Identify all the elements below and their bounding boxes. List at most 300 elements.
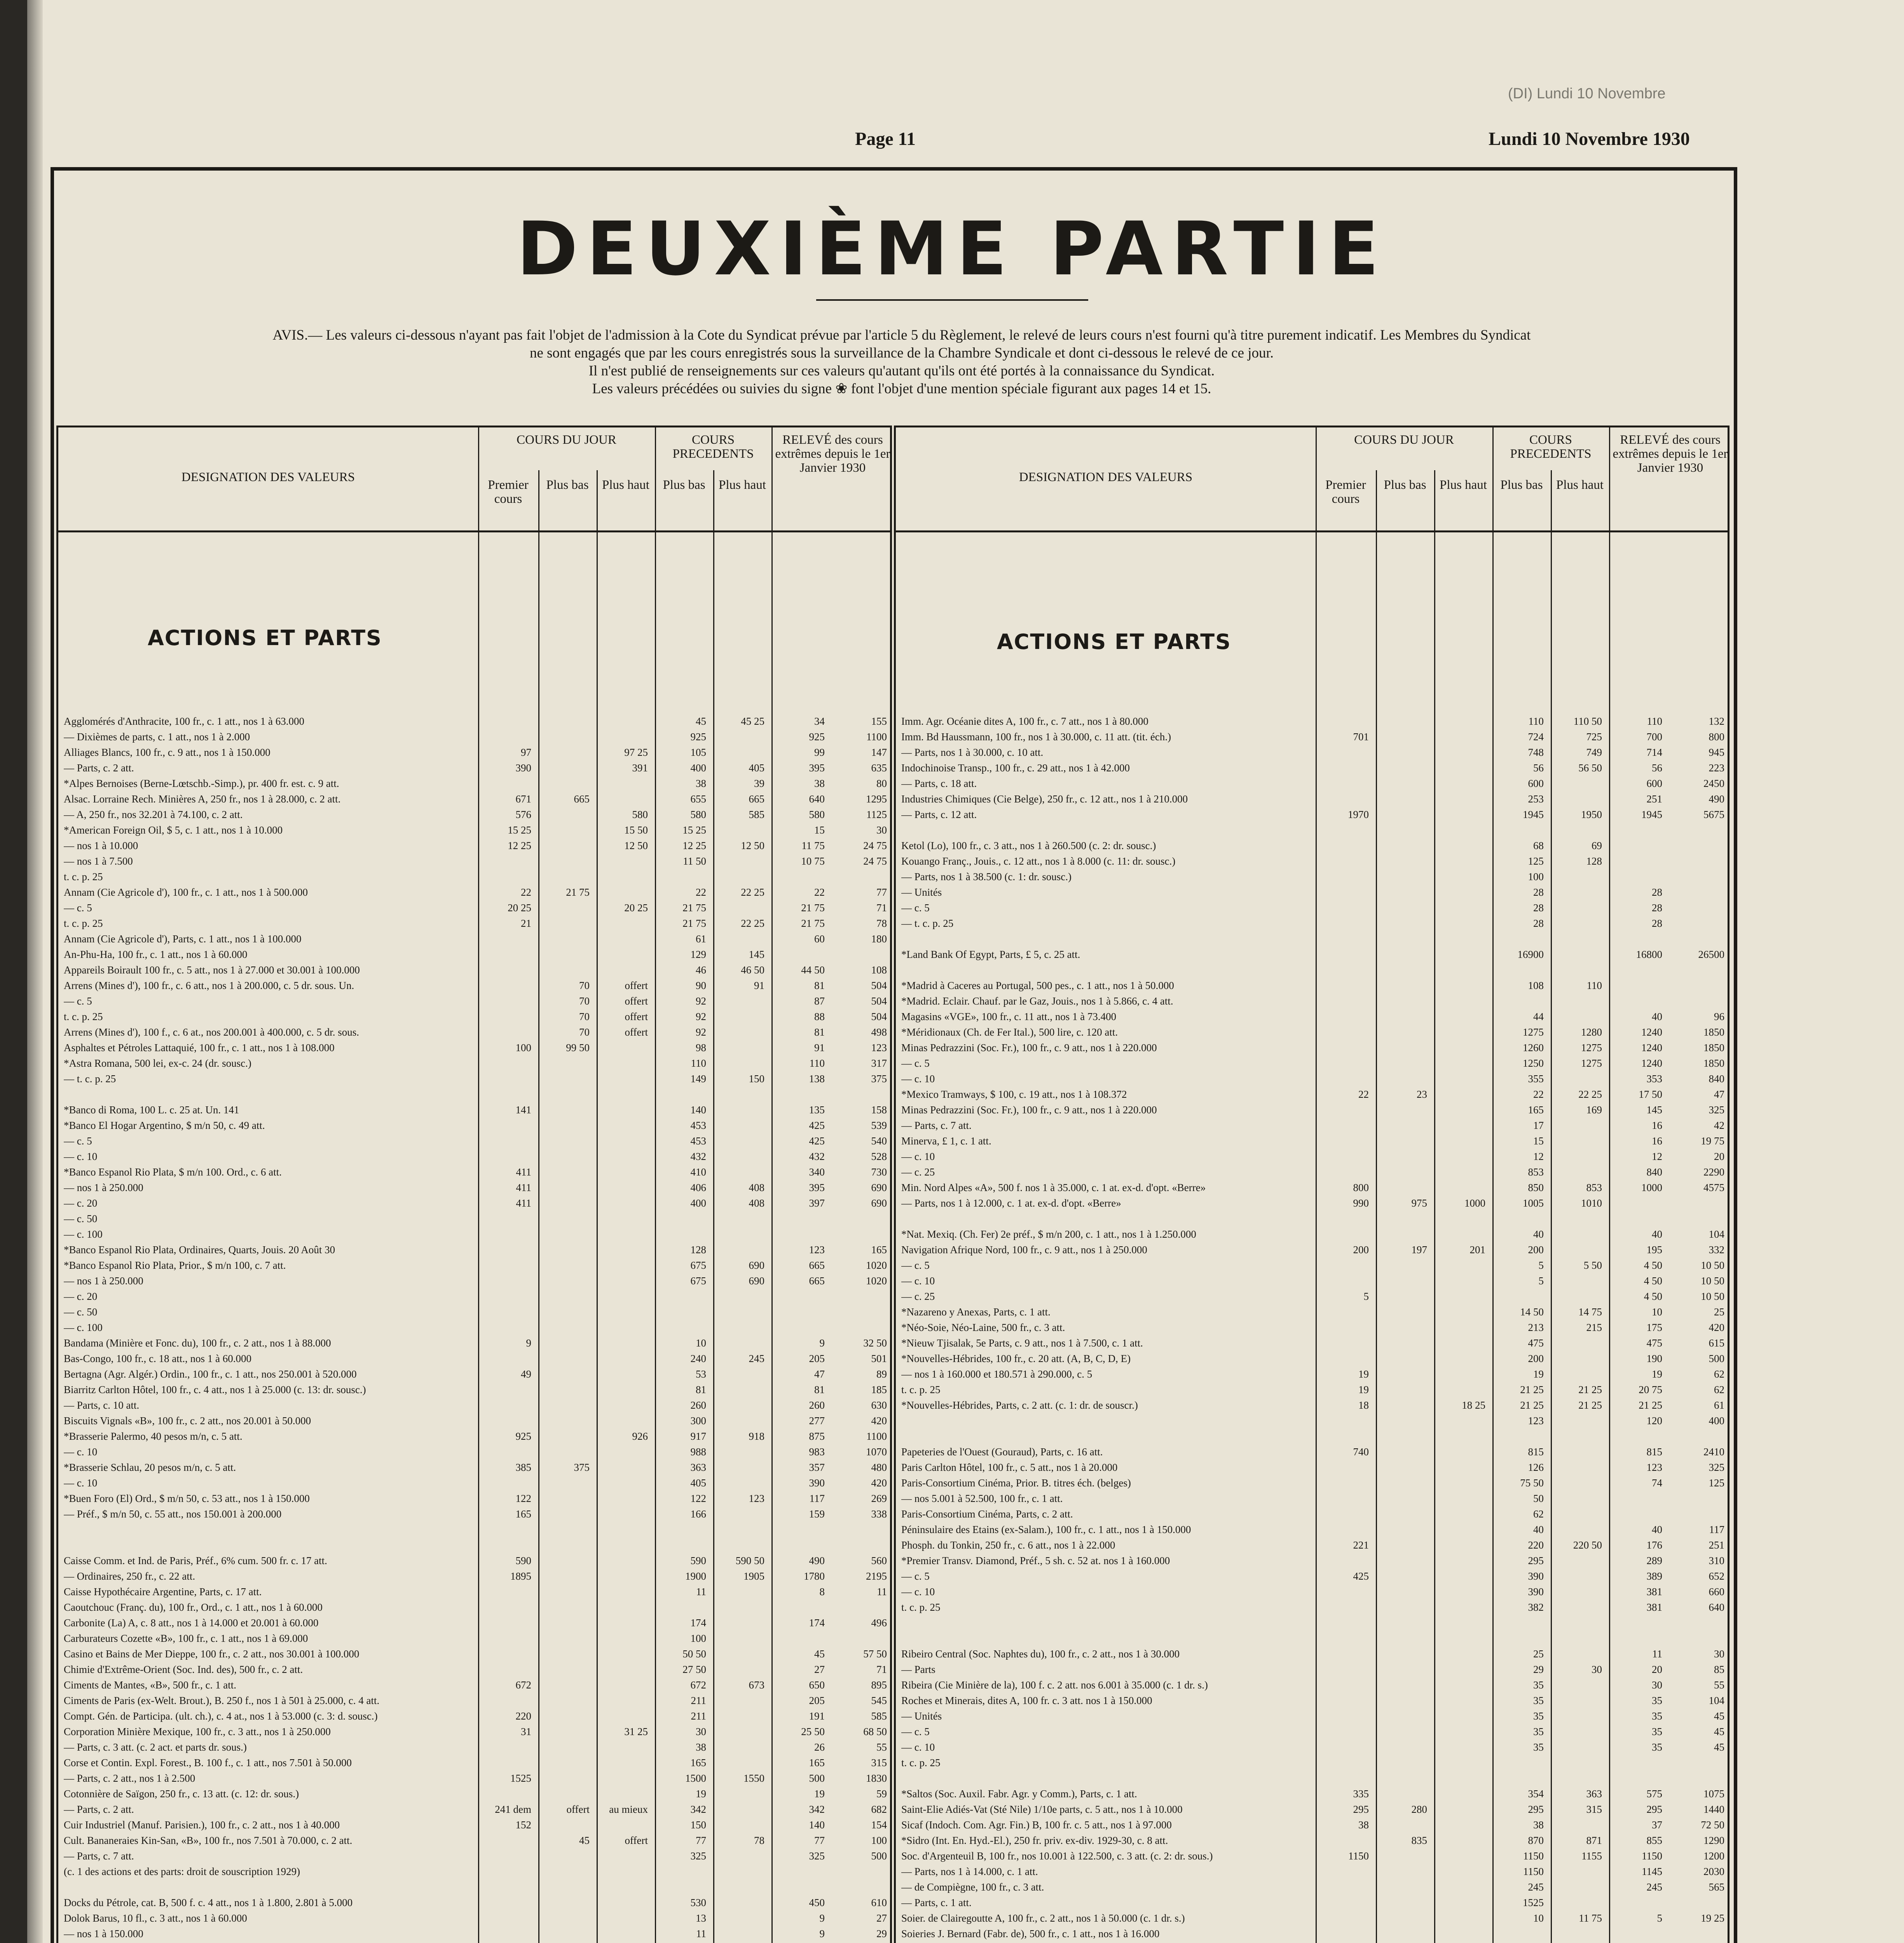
price-cell: 50 — [1533, 1493, 1544, 1504]
price-cell: 14 75 — [1578, 1306, 1602, 1318]
security-designation: Alliages Blancs, 100 fr., c. 9 att., nos 1 à 150.000 — [64, 747, 271, 758]
security-designation: — c. 10 — [901, 1275, 935, 1287]
security-designation: — Parts, c. 7 att. — [64, 1850, 134, 1862]
price-cell: 498 — [871, 1026, 887, 1038]
price-cell: 45 25 — [741, 715, 764, 727]
header-designation: DESIGNATION DES VALEURS — [181, 470, 355, 484]
price-cell: 1500 — [685, 1772, 706, 1784]
price-cell: 18 25 — [1462, 1399, 1485, 1411]
price-cell: 135 — [809, 1104, 825, 1116]
price-cell: 12 25 — [682, 840, 706, 851]
price-cell: 405 — [749, 762, 764, 774]
price-cell: 35 — [1652, 1710, 1662, 1722]
price-cell: 108 — [1528, 980, 1544, 991]
security-designation: — Parts, c. 2 att., nos 1 à 2.500 — [64, 1772, 195, 1784]
price-cell: offert — [625, 1011, 648, 1022]
table-row — [58, 715, 890, 727]
price-cell: 123 — [871, 1042, 887, 1053]
price-cell: 4 50 — [1644, 1259, 1662, 1271]
table-row — [58, 1415, 890, 1427]
price-cell: 40 — [1533, 1228, 1544, 1240]
price-cell: 945 — [1709, 747, 1724, 758]
security-designation: Biarritz Carlton Hôtel, 100 fr., c. 4 att., nos 1 à 25.000 (c. 13: dr. sousc.) — [64, 1384, 366, 1395]
table-row — [58, 1026, 890, 1038]
security-designation: Corse et Contin. Expl. Forest., B. 100 f., c. 1 att., nos 7.501 à 50.000 — [64, 1757, 352, 1769]
price-cell: 145 — [1646, 1104, 1662, 1116]
price-cell: 1905 — [743, 1570, 764, 1582]
price-cell: 340 — [809, 1166, 825, 1178]
price-cell: 10 50 — [1701, 1291, 1724, 1302]
table-row — [58, 1632, 890, 1645]
price-cell: 5 — [1657, 1912, 1662, 1924]
price-cell: 138 — [809, 1073, 825, 1085]
price-cell: 30 — [696, 1726, 706, 1737]
price-cell: 4 50 — [1644, 1275, 1662, 1287]
price-cell: 104 — [1709, 1228, 1724, 1240]
price-cell: 140 — [809, 1819, 825, 1831]
security-designation: — c. 5 — [901, 1057, 930, 1069]
table-row — [896, 1461, 1728, 1474]
price-cell: 21 75 — [801, 902, 825, 914]
security-designation: Alsac. Lorraine Rech. Minières A, 250 fr., nos 1 à 28.000, c. 2 att. — [64, 793, 341, 805]
price-cell: 28 — [1533, 917, 1544, 929]
security-designation: — c. 10 — [64, 1446, 98, 1458]
price-cell: 53 — [696, 1368, 706, 1380]
price-cell: 1125 — [866, 809, 887, 820]
table-row — [58, 855, 890, 867]
price-cell: 61 — [1714, 1399, 1724, 1411]
price-cell: 62 — [1714, 1384, 1724, 1395]
price-cell: 4 50 — [1644, 1291, 1662, 1302]
table-row — [896, 1104, 1728, 1116]
price-cell: 652 — [1709, 1570, 1724, 1582]
table-row — [896, 1679, 1728, 1691]
price-cell: 1145 — [1642, 1866, 1662, 1877]
price-cell: 2410 — [1703, 1446, 1724, 1458]
security-designation: — c. 5 — [901, 1259, 930, 1271]
price-cell: 1830 — [866, 1772, 887, 1784]
table-row — [58, 886, 890, 898]
security-designation: — nos 1 à 7.500 — [64, 855, 133, 867]
security-designation: Paris Carlton Hôtel, 100 fr., c. 5 att., nos 1 à 20.000 — [901, 1462, 1118, 1473]
price-cell: 1200 — [1703, 1850, 1724, 1862]
price-cell: 363 — [1586, 1788, 1602, 1800]
price-cell: 408 — [749, 1182, 764, 1193]
issue-date: Lundi 10 Novembre 1930 — [1489, 129, 1690, 149]
price-cell: 221 — [1353, 1539, 1369, 1551]
security-designation: Cult. Bananeraies Kin-San, «B», 100 fr., nos 7.501 à 70.000, c. 2 att. — [64, 1835, 353, 1846]
price-cell: 20 75 — [1639, 1384, 1662, 1395]
price-cell: 19 — [1358, 1368, 1369, 1380]
price-cell: 24 75 — [863, 855, 887, 867]
price-cell: 21 75 — [801, 917, 825, 929]
price-cell: 10 — [1533, 1912, 1544, 1924]
security-designation: — c. 10 — [901, 1151, 935, 1162]
price-cell: 28 — [1652, 917, 1662, 929]
price-cell: 975 — [1411, 1197, 1427, 1209]
table-row — [58, 731, 890, 743]
price-cell: 420 — [1709, 1322, 1724, 1333]
price-cell: 269 — [871, 1493, 887, 1504]
price-cell: 30 — [1592, 1664, 1602, 1675]
table-row — [896, 1912, 1728, 1924]
table-row — [58, 808, 890, 821]
table-row — [58, 1648, 890, 1660]
table-row — [58, 1865, 890, 1878]
security-designation: — Unités — [901, 1710, 942, 1722]
price-cell: 220 — [515, 1710, 531, 1722]
price-cell: 17 — [1533, 1120, 1544, 1131]
table-row — [896, 979, 1728, 992]
security-designation: Soc. d'Argenteuil B, 100 fr., nos 10.001 à 122.500, c. 3 att. (c. 2: dr. sous.) — [901, 1850, 1213, 1862]
security-designation: Ribeiro Central (Soc. Naphtes du), 100 fr., c. 2 att., nos 1 à 30.000 — [901, 1648, 1180, 1660]
price-cell: 77 — [876, 886, 887, 898]
price-cell: 853 — [1528, 1166, 1544, 1178]
security-designation: Agglomérés d'Anthracite, 100 fr., c. 1 att., nos 1 à 63.000 — [64, 715, 304, 727]
header-premier-cours: Premier cours — [488, 478, 529, 506]
table-row — [896, 762, 1728, 774]
security-designation: *Madrid. Eclair. Chauf. par le Gaz, Jouis., nos 1 à 5.866, c. 4 att. — [901, 995, 1173, 1007]
price-cell: 69 — [1592, 840, 1602, 851]
table-row — [896, 731, 1728, 743]
price-cell: 45 — [1714, 1726, 1724, 1737]
table-row — [896, 1492, 1728, 1505]
price-cell: 480 — [871, 1462, 887, 1473]
price-cell: 26 — [814, 1741, 825, 1753]
header-prec-plus-haut: Plus haut — [1556, 478, 1604, 492]
price-cell: 1290 — [1703, 1835, 1724, 1846]
price-cell: 1010 — [1581, 1197, 1602, 1209]
price-cell: 382 — [1528, 1601, 1544, 1613]
price-cell: 353 — [1646, 1073, 1662, 1085]
price-cell: 71 — [876, 902, 887, 914]
price-cell: 410 — [690, 1166, 706, 1178]
price-cell: 21 75 — [566, 886, 590, 898]
price-cell: 528 — [871, 1151, 887, 1162]
price-cell: 390 — [809, 1477, 825, 1489]
price-cell: 640 — [1709, 1601, 1724, 1613]
table-row — [896, 1228, 1728, 1240]
price-cell: 140 — [690, 1104, 706, 1116]
security-designation: *Banco El Hogar Argentino, $ m/n 50, c. 49 att. — [64, 1120, 265, 1131]
table-row — [58, 1446, 890, 1458]
price-cell: 610 — [871, 1897, 887, 1908]
table-row — [58, 1321, 890, 1334]
price-cell: 44 50 — [801, 964, 825, 976]
table-row — [896, 870, 1728, 883]
header-prec-plus-bas: Plus bas — [1500, 478, 1543, 492]
price-cell: 35 — [1652, 1726, 1662, 1737]
price-cell: 21 75 — [682, 917, 706, 929]
price-cell: 504 — [871, 995, 887, 1007]
table-row — [896, 1306, 1728, 1318]
price-cell: 165 — [871, 1244, 887, 1256]
price-cell: 650 — [809, 1679, 825, 1691]
price-cell: 174 — [809, 1617, 825, 1629]
price-cell: 665 — [809, 1275, 825, 1287]
price-cell: 1070 — [866, 1446, 887, 1458]
price-cell: 29 — [876, 1928, 887, 1940]
price-cell: 665 — [574, 793, 590, 805]
price-cell: 1075 — [1703, 1788, 1724, 1800]
table-row — [58, 1275, 890, 1287]
price-cell: 77 — [814, 1835, 825, 1846]
price-cell: 55 — [1714, 1679, 1724, 1691]
price-cell: 68 — [1533, 840, 1544, 851]
price-cell: 983 — [809, 1446, 825, 1458]
price-cell: 17 50 — [1639, 1088, 1662, 1100]
table-row — [896, 793, 1728, 805]
price-cell: 174 — [690, 1617, 706, 1629]
security-designation: — c. 10 — [901, 1073, 935, 1085]
price-cell: 22 — [521, 886, 531, 898]
price-cell: 117 — [1709, 1524, 1724, 1535]
price-cell: 70 — [579, 1026, 590, 1038]
price-cell: 57 50 — [863, 1648, 887, 1660]
price-cell: 62 — [1714, 1368, 1724, 1380]
price-cell: 295 — [1528, 1803, 1544, 1815]
table-row — [58, 1896, 890, 1909]
security-designation: — c. 5 — [64, 902, 92, 914]
section-title: ACTIONS ET PARTS — [148, 626, 382, 650]
price-cell: 630 — [871, 1399, 887, 1411]
security-designation: Dolok Barus, 10 fl., c. 3 att., nos 1 à 60.000 — [64, 1912, 247, 1924]
price-cell: 129 — [690, 949, 706, 960]
table-row — [58, 1010, 890, 1023]
price-cell: 895 — [871, 1679, 887, 1691]
price-cell: 81 — [814, 980, 825, 991]
table-row — [896, 1212, 1728, 1225]
price-cell: 918 — [749, 1430, 764, 1442]
price-cell: 748 — [1528, 747, 1544, 758]
table-row — [896, 1477, 1728, 1489]
security-designation: *Madrid à Caceres au Portugal, 500 pes., c. 1 att., nos 1 à 50.000 — [901, 980, 1174, 991]
price-cell: 19 — [814, 1788, 825, 1800]
security-designation: Cuir Industriel (Manuf. Parisien.), 100 fr., c. 2 att., nos 1 à 40.000 — [64, 1819, 340, 1831]
security-designation: — c. 10 — [64, 1151, 98, 1162]
price-cell: 213 — [1528, 1322, 1544, 1333]
table-row — [896, 1073, 1728, 1085]
table-row — [58, 1228, 890, 1240]
price-cell: 1895 — [510, 1570, 531, 1582]
price-cell: 158 — [871, 1104, 887, 1116]
price-cell: 21 75 — [682, 902, 706, 914]
price-cell: 640 — [809, 793, 825, 805]
table-row — [58, 1244, 890, 1256]
price-cell: 11 — [696, 1586, 706, 1598]
table-row — [58, 870, 890, 883]
table-row — [896, 886, 1728, 898]
price-cell: 92 — [696, 995, 706, 1007]
security-designation: — c. 5 — [901, 1726, 930, 1737]
price-cell: 675 — [690, 1259, 706, 1271]
price-cell: 530 — [690, 1897, 706, 1908]
table-row — [896, 1865, 1728, 1878]
security-designation: Bandama (Minière et Fonc. du), 100 fr., c. 2 att., nos 1 à 88.000 — [64, 1337, 331, 1349]
price-cell: 81 — [814, 1384, 825, 1395]
price-cell: 49 — [521, 1368, 531, 1380]
table-row — [58, 1803, 890, 1816]
price-cell: 295 — [1646, 1803, 1662, 1815]
price-cell: 21 25 — [1578, 1399, 1602, 1411]
security-designation: *Nieuw Tjisalak, 5e Parts, c. 9 att., nos 1 à 7.500, c. 1 att. — [901, 1337, 1143, 1349]
price-cell: 38 — [696, 778, 706, 789]
price-cell: 245 — [1646, 1881, 1662, 1893]
price-cell: 749 — [1586, 747, 1602, 758]
price-cell: 175 — [1646, 1322, 1662, 1333]
price-cell: 47 — [1714, 1088, 1724, 1100]
price-cell: 1850 — [1703, 1042, 1724, 1053]
price-cell: 211 — [691, 1695, 706, 1706]
table-row — [896, 1415, 1728, 1427]
price-cell: 166 — [690, 1508, 706, 1520]
price-cell: 9 — [819, 1928, 825, 1940]
price-cell: 673 — [749, 1679, 764, 1691]
table-row — [896, 1259, 1728, 1271]
table-row — [58, 1041, 890, 1054]
price-cell: 381 — [1646, 1586, 1662, 1598]
security-designation: *Banco di Roma, 100 L. c. 25 at. Un. 141 — [64, 1104, 239, 1116]
table-row — [58, 1819, 890, 1831]
price-cell: 1240 — [1641, 1026, 1662, 1038]
price-cell: 600 — [1528, 778, 1544, 789]
security-designation: Minas Pedrazzini (Soc. Fr.), 100 fr., c. 9 att., nos 1 à 220.000 — [901, 1042, 1157, 1053]
price-cell: 490 — [1709, 793, 1724, 805]
security-designation: Magasins «VGE», 100 fr., c. 11 att., nos 1 à 73.400 — [901, 1011, 1117, 1022]
security-designation: — Parts, c. 7 att. — [901, 1120, 972, 1131]
table-row — [896, 1321, 1728, 1334]
price-cell: 690 — [749, 1275, 764, 1287]
price-cell: 141 — [515, 1104, 531, 1116]
price-cell: 22 — [814, 886, 825, 898]
table-row — [58, 746, 890, 759]
price-cell: 13 — [696, 1912, 706, 1924]
price-cell: 724 — [1528, 731, 1544, 743]
table-row — [896, 964, 1728, 976]
price-cell: 21 25 — [1639, 1399, 1662, 1411]
table-row — [896, 1150, 1728, 1163]
price-cell: 205 — [809, 1695, 825, 1706]
table-row — [58, 1352, 890, 1365]
price-cell: 26500 — [1698, 949, 1724, 960]
table-row — [896, 1275, 1728, 1287]
security-designation: — de Compiègne, 100 fr., c. 3 att. — [901, 1881, 1044, 1893]
security-designation: — c. 5 — [901, 902, 930, 914]
table-row — [58, 1104, 890, 1116]
price-cell: 390 — [1528, 1570, 1544, 1582]
table-row — [896, 1446, 1728, 1458]
table-row — [896, 1710, 1728, 1722]
price-cell: 223 — [1709, 762, 1724, 774]
price-cell: 12 — [1652, 1151, 1662, 1162]
price-cell: 420 — [871, 1415, 887, 1427]
price-cell: 701 — [1353, 731, 1369, 743]
price-cell: 1525 — [1523, 1897, 1544, 1908]
table-row — [896, 1585, 1728, 1598]
price-cell: 875 — [809, 1430, 825, 1442]
price-cell: 100 — [690, 1633, 706, 1644]
header-designation: DESIGNATION DES VALEURS — [1019, 470, 1193, 484]
security-designation: *Banco Espanol Rio Plata, Ordinaires, Quarts, Jouis. 20 Août 30 — [64, 1244, 335, 1256]
table-row — [896, 1601, 1728, 1613]
notice-line: Les valeurs précédées ou suivies du signe ❀ font l'objet d'une mention spéciale figurant aux pages 14 et 15. — [592, 381, 1211, 397]
price-cell: 22 — [1533, 1088, 1544, 1100]
price-cell: 92 — [696, 1026, 706, 1038]
table-row — [58, 1337, 890, 1349]
price-cell: 20 25 — [624, 902, 648, 914]
price-cell: 28 — [1533, 886, 1544, 898]
security-designation: Arrens (Mines d'), 100 fr., c. 6 att., nos 1 à 200.000, c. 5 dr. sous. Un. — [64, 980, 354, 991]
price-cell: 104 — [1709, 1695, 1724, 1706]
price-cell: 450 — [809, 1897, 825, 1908]
price-cell: 15 50 — [624, 824, 648, 836]
security-designation: — nos 5.001 à 52.500, 100 fr., c. 1 att. — [901, 1493, 1063, 1504]
price-cell: 310 — [1709, 1555, 1724, 1566]
price-cell: 81 — [814, 1026, 825, 1038]
price-cell: 4575 — [1703, 1182, 1724, 1193]
security-designation: — c. 50 — [64, 1213, 98, 1224]
table-row — [896, 1834, 1728, 1847]
table-row — [896, 933, 1728, 945]
price-cell: 21 — [521, 917, 531, 929]
security-designation: — t. c. p. 25 — [64, 1073, 116, 1085]
security-designation: — Parts, nos 1 à 30.000, c. 10 att. — [901, 747, 1044, 758]
price-cell: 853 — [1586, 1182, 1602, 1193]
price-cell: 1150 — [1642, 1850, 1662, 1862]
price-cell: 357 — [809, 1462, 825, 1473]
table-row — [896, 1632, 1728, 1645]
price-cell: 11 — [1652, 1648, 1662, 1660]
price-cell: 28 — [1652, 886, 1662, 898]
notice-line: AVIS.— Les valeurs ci-dessous n'ayant pas fait l'objet de l'admission à la Cote du Syndicat prévue par l'article 5 du Règlement, le relevé de leurs cours n'est fourni qu'à titre purement indicatif. Les Membres du Syndicat — [272, 327, 1531, 343]
price-cell: 159 — [809, 1508, 825, 1520]
table-row — [896, 746, 1728, 759]
table-row — [58, 1508, 890, 1520]
table-row — [896, 1135, 1728, 1147]
price-cell: 25 — [1714, 1306, 1724, 1318]
price-cell: 411 — [516, 1197, 531, 1209]
security-designation: Minas Pedrazzini (Soc. Fr.), 100 fr., c. 9 att., nos 1 à 220.000 — [901, 1104, 1157, 1116]
price-cell: 1100 — [866, 731, 887, 743]
header-cours-du-jour: COURS DU JOUR — [517, 433, 616, 447]
table-row — [58, 979, 890, 992]
price-cell: 149 — [690, 1073, 706, 1085]
table-row — [58, 1601, 890, 1613]
table-row — [58, 1772, 890, 1784]
price-cell: 21 25 — [1520, 1399, 1544, 1411]
price-cell: 260 — [690, 1399, 706, 1411]
price-cell: 50 50 — [682, 1648, 706, 1660]
table-row — [896, 1337, 1728, 1349]
table-row — [896, 1352, 1728, 1365]
price-cell: 714 — [1646, 747, 1662, 758]
price-cell: 85 — [1714, 1664, 1724, 1675]
security-designation: An-Phu-Ha, 100 fr., c. 1 att., nos 1 à 60.000 — [64, 949, 248, 960]
price-cell: 165 — [515, 1508, 531, 1520]
price-cell: 1020 — [866, 1259, 887, 1271]
security-designation: — Parts, c. 18 att. — [901, 778, 977, 789]
security-designation: — Parts, nos 1 à 14.000, c. 1 att. — [901, 1866, 1038, 1877]
price-cell: 391 — [632, 762, 648, 774]
security-designation: — Dixièmes de parts, c. 1 att., nos 1 à 2.000 — [64, 731, 250, 743]
security-designation: — nos 1 à 150.000 — [64, 1928, 143, 1940]
price-cell: 2290 — [1703, 1166, 1724, 1178]
table-row — [58, 964, 890, 976]
table-header — [896, 427, 1728, 532]
price-cell: 60 — [814, 933, 825, 945]
security-designation: Péninsulaire des Etains (ex-Salam.), 100 fr., c. 1 att., nos 1 à 150.000 — [901, 1524, 1191, 1535]
security-designation: *Banco Espanol Rio Plata, Prior., $ m/n 100, c. 7 att. — [64, 1259, 286, 1271]
